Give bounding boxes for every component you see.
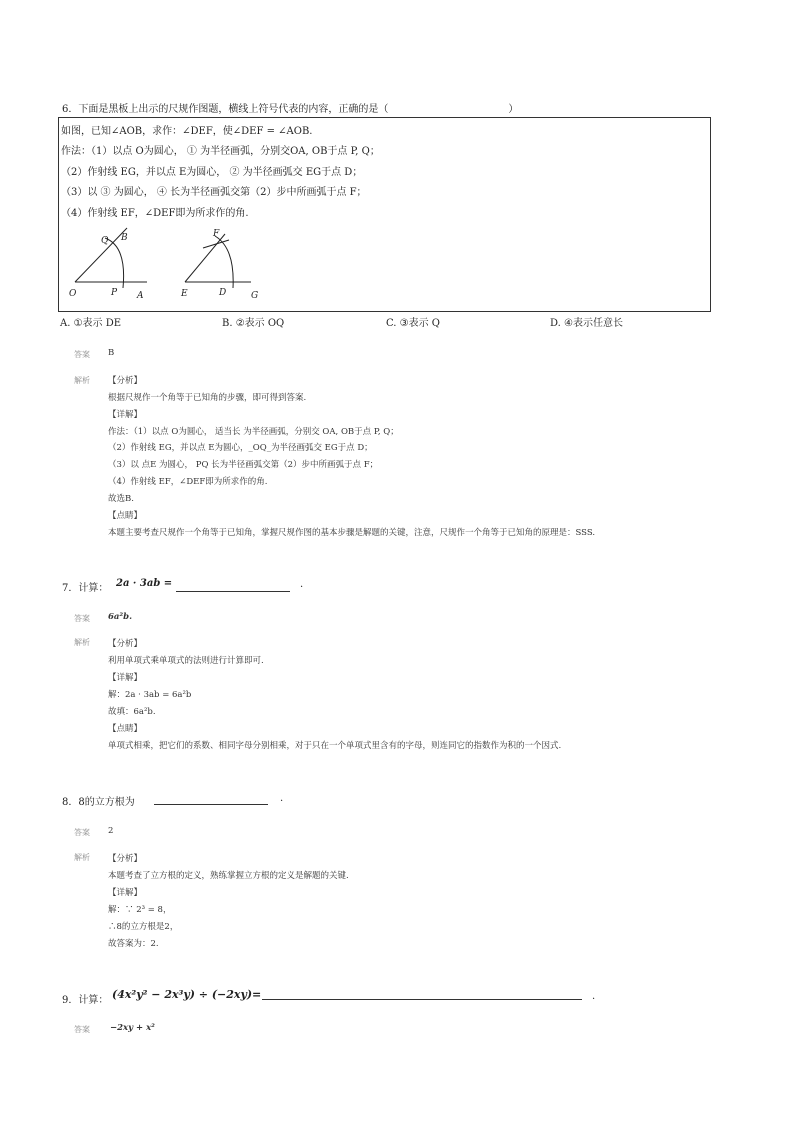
q7-stem-prefix: 7．计算： xyxy=(62,583,109,594)
q6-problem-box xyxy=(58,117,711,312)
q9-stem-end: . xyxy=(592,991,596,1002)
q6-analysis-line: 故选B. xyxy=(108,494,134,504)
q6-analysis-line: 根据尺规作一个角等于已知角的步骤，即可得到答案. xyxy=(108,393,307,403)
q8-answer-blank xyxy=(154,804,268,805)
q8-analysis-line: 解：∵ 2³ = 8， xyxy=(108,905,172,915)
q6-box-line-2: 作法：（1）以点 O为圆心， ① 为半径画弧，分别交OA, OB于点 P, Q； xyxy=(61,146,380,157)
q6-analysis-line: 【详解】 xyxy=(108,410,143,420)
q6-stem: 6．下面是黑板上出示的尺规作图题，横线上符号代表的内容，正确的是（ ） xyxy=(62,104,519,115)
q6-analysis-line: 作法：（1）以点 O为圆心， 适当长 为半径画弧，分别交 OA, OB于点 P, Q； xyxy=(108,427,399,437)
q9-stem-math: (4x²y² − 2x³y) ÷ (−2xy)= xyxy=(112,988,262,1001)
label-e: E xyxy=(181,289,188,299)
q7-analysis-tag: 解析 xyxy=(74,638,90,647)
label-b: B xyxy=(121,233,128,243)
q6-answer: B xyxy=(108,348,115,358)
q9-answer: −2xy + x² xyxy=(110,1023,155,1033)
q8-analysis-line: 【分析】 xyxy=(108,854,143,864)
q7-answer: 6a²b. xyxy=(108,612,133,622)
q6-option-d: D. ④表示任意长 xyxy=(550,318,623,329)
q6-box-line-5: （4）作射线 EF，∠DEF即为所求作的角. xyxy=(61,208,249,219)
label-o: O xyxy=(69,289,77,299)
q9-answer-tag: 答案 xyxy=(74,1025,90,1034)
q7-analysis-line: 【点睛】 xyxy=(108,724,143,734)
q6-analysis-line: （4）作射线 EF，∠DEF即为所求作的角. xyxy=(108,477,268,487)
q7-analysis-line: 解：2a · 3ab = 6a²b xyxy=(108,690,192,700)
q9-stem-prefix: 9．计算： xyxy=(62,995,109,1006)
q6-option-c: C. ③表示 Q xyxy=(386,318,440,329)
label-f: F xyxy=(213,229,220,239)
arc-f xyxy=(203,240,229,248)
q7-answer-blank xyxy=(176,591,290,592)
q6-analysis-line: 【分析】 xyxy=(108,376,143,386)
q6-analysis-line: 【点睛】 xyxy=(108,511,143,521)
q8-analysis-line: 本题考查了立方根的定义，熟练掌握立方根的定义是解题的关键. xyxy=(108,871,349,881)
q9-answer-blank xyxy=(262,999,582,1000)
q8-stem-end: . xyxy=(280,793,284,804)
q8-analysis-line: ∴8的立方根是2， xyxy=(108,922,179,932)
q7-analysis-line: 单项式相乘，把它们的系数、相同字母分别相乘，对于只在一个单项式里含有的字母，则连同它的指数作为积的一个因式. xyxy=(108,741,562,751)
q6-analysis-line: （3）以 点E 为圆心， PQ 长为半径画弧交第（2）步中所画弧于点 F； xyxy=(108,460,379,470)
q7-stem-math: 2a · 3ab = xyxy=(116,578,173,589)
q6-construction-figure xyxy=(65,224,285,304)
q6-answer-tag: 答案 xyxy=(74,350,90,359)
q7-analysis-line: 【详解】 xyxy=(108,673,143,683)
q7-analysis-line: 利用单项式乘单项式的法则进行计算即可. xyxy=(108,656,264,666)
q8-answer-tag: 答案 xyxy=(74,828,90,837)
q6-box-line-4: （3）以 ③ 为圆心， ④ 长为半径画弧交第（2）步中所画弧于点 F； xyxy=(61,187,367,198)
q6-option-a: A. ①表示 DE xyxy=(60,318,122,329)
q6-box-line-3: （2）作射线 EG，并以点 E为圆心， ② 为半径画弧交 EG于点 D； xyxy=(61,167,363,178)
label-d: D xyxy=(219,288,227,298)
q8-stem: 8．8的立方根为 xyxy=(62,797,135,808)
label-g: G xyxy=(251,291,259,301)
q6-analysis-line: （2）作射线 EG，并以点 E为圆心，_OQ_为半径画弧交 EG于点 D； xyxy=(108,443,373,453)
q6-analysis-tag: 解析 xyxy=(74,376,90,385)
q8-analysis-line: 故答案为：2. xyxy=(108,939,159,949)
label-q: Q xyxy=(101,236,109,246)
q8-analysis-line: 【详解】 xyxy=(108,888,143,898)
q7-answer-tag: 答案 xyxy=(74,614,90,623)
q8-answer: 2 xyxy=(108,826,114,836)
q7-stem-end: . xyxy=(300,579,304,590)
q6-option-b: B. ②表示 OQ xyxy=(222,318,285,329)
q6-box-line-1: 如图，已知∠AOB，求作：∠DEF，使∠DEF = ∠AOB. xyxy=(61,126,313,137)
q8-analysis-tag: 解析 xyxy=(74,853,90,862)
label-a: A xyxy=(137,291,144,301)
q7-analysis-line: 故填：6a²b. xyxy=(108,707,156,717)
ray-ef xyxy=(185,234,225,282)
label-p: P xyxy=(111,288,118,298)
q7-analysis-line: 【分析】 xyxy=(108,639,143,649)
q6-analysis-line: 本题主要考查尺规作一个角等于已知角，掌握尺规作图的基本步骤是解题的关键，注意，尺规作一个角等于已知角的原理是：SSS. xyxy=(108,528,596,538)
